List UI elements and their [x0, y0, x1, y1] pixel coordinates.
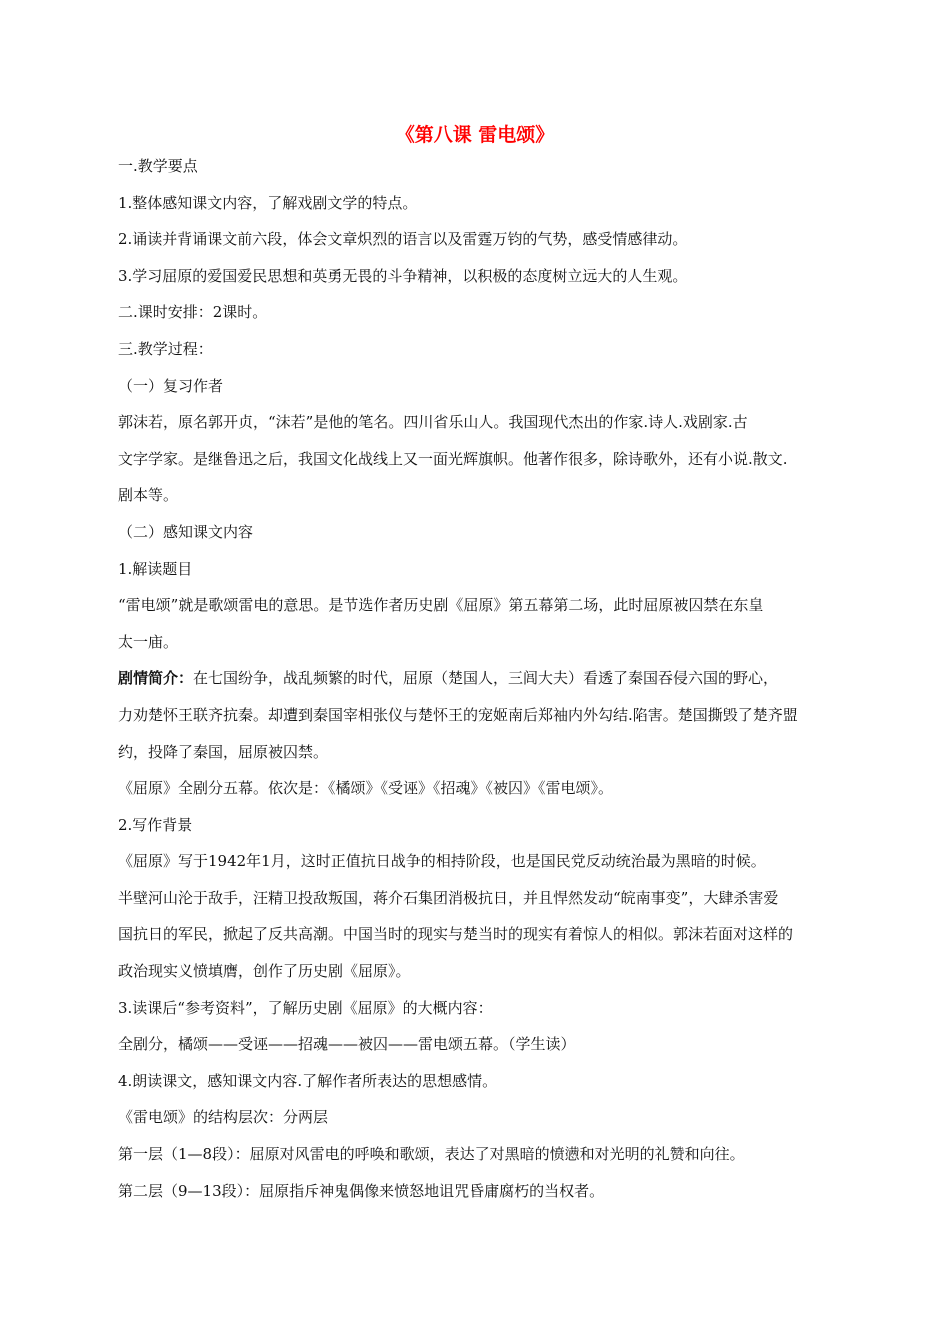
text-line: 《雷电颂》的结构层次：分两层	[118, 1108, 329, 1127]
item-heading: 2.写作背景	[118, 815, 193, 834]
text-line: 剧本等。	[118, 486, 179, 505]
plot-summary-label: 剧情简介：	[118, 669, 194, 688]
plot-summary-text: 在七国纷争，战乱频繁的时代，屈原（楚国人，三闾大夫）看透了秦国吞侵六国的野心，	[193, 669, 779, 688]
text-line: 郭沫若，原名郭开贞，“沫若”是他的笔名。四川省乐山人。我国现代杰出的作家.诗人.戏剧家.古	[118, 413, 748, 432]
document-body	[118, 148, 862, 1209]
section-heading: 二.课时安排：2课时。	[118, 303, 268, 322]
text-line: 文字学家。是继鲁迅之后，我国文化战线上又一面光辉旗帜。他著作很多，除诗歌外，还有小说.散文.	[118, 449, 788, 468]
text-line	[118, 660, 862, 697]
item-heading: 4.朗读课文，感知课文内容.了解作者所表达的思想感情。	[118, 1071, 498, 1090]
document-title: 《第八课 雷电颂》	[395, 124, 555, 146]
section-heading: 三.教学过程：	[118, 339, 213, 358]
text-line: “雷电颂”就是歌颂雷电的意思。是节选作者历史剧《屈原》第五幕第二场，此时屈原被囚禁在东皇	[118, 596, 764, 615]
text-line: 1.整体感知课文内容，了解戏剧文学的特点。	[118, 193, 418, 212]
text-line: 第二层（9—13段）：屈原指斥神鬼偶像来愤怒地诅咒昏庸腐朽的当权者。	[118, 1181, 605, 1200]
text-line: 政治现实义愤填膺，创作了历史剧《屈原》。	[118, 962, 411, 981]
text-line: 约，投降了秦国，屈原被囚禁。	[118, 742, 329, 761]
text-line: 全剧分，橘颂——受诬——招魂——被囚——雷电颂五幕。（学生读）	[118, 1035, 576, 1054]
text-line: 国抗日的军民，掀起了反共高潮。中国当时的现实与楚当时的现实有着惊人的相似。郭沫若面对这样的	[118, 925, 794, 944]
text-line: 力劝楚怀王联齐抗秦。却遭到秦国宰相张仪与楚怀王的宠姬南后郑袖内外勾结.陷害。楚国撕毁了楚齐盟	[118, 705, 798, 724]
item-heading: 3.读课后“参考资料”，了解历史剧《屈原》的大概内容：	[118, 998, 493, 1017]
text-line: 2.诵读并背诵课文前六段，体会文章炽烈的语言以及雷霆万钧的气势，感受情感律动。	[118, 230, 688, 249]
section-heading: 一.教学要点	[118, 157, 198, 175]
text-line: 半壁河山沦于敌手，汪精卫投敌叛国，蒋介石集团消极抗日，并且悍然发动“皖南事变”，大肆杀害爱	[118, 888, 779, 907]
subsection-heading: （二）感知课文内容	[118, 522, 254, 541]
subsection-heading: （一）复习作者	[118, 376, 224, 395]
text-line: 《屈原》写于1942年1月，这时正值抗日战争的相持阶段，也是国民党反动统治最为黑暗的时候。	[118, 852, 766, 871]
text-line: 第一层（1—8段）：屈原对风雷电的呼唤和歌颂，表达了对黑暗的愤懑和对光明的礼赞和向往。	[118, 1145, 745, 1164]
item-heading: 1.解读题目	[118, 559, 193, 578]
text-line: 3.学习屈原的爱国爱民思想和英勇无畏的斗争精神，以积极的态度树立远大的人生观。	[118, 266, 688, 285]
text-line: 太一庙。	[118, 632, 179, 651]
text-line: 《屈原》全剧分五幕。依次是：《橘颂》《受诬》《招魂》《被囚》《雷电颂》。	[118, 779, 614, 798]
